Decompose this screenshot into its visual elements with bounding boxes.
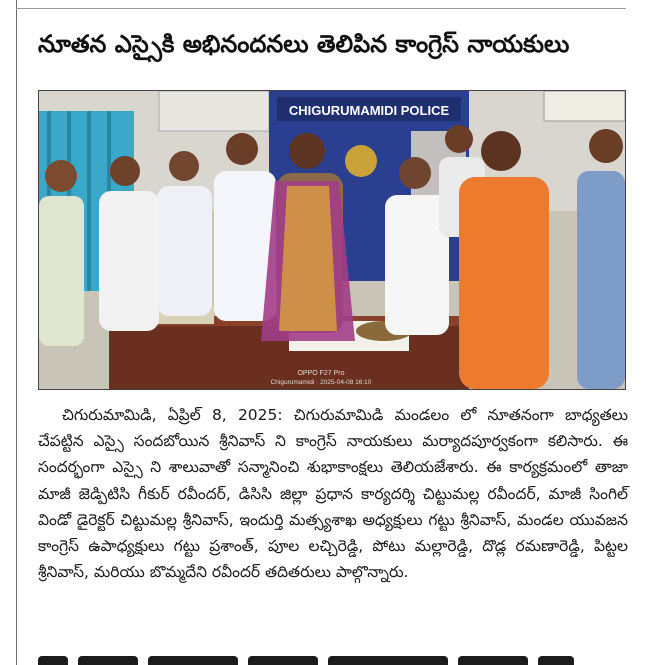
article-body: చిగురుమామిడి, ఏప్రిల్ 8, 2025: చిగురుమామిడి మండలం లో నూతనంగా బాధ్యతలు చేపట్టిన ఎస్సై సందబోయిన శ్రీనివాస్ ని కాంగ్రెస్ నాయకులు మర్యాదపూర్వకంగా కలిసారు. ఈ సందర్భంగా ఎస్సై ని శాలువాతో సన్మానించి శుభాకాంక్షలు తెలియజేశారు. ఈ కార్యక్రమంలో తాజా మాజీ జెడ్పిటిసి గీకుర్ రవీందర్, డిసిసి జిల్లా ప్రధాన కార్యదర్శి చిట్టుమల్ల రవీందర్, మాజీ సింగిల్ విండో డైరెక్టర్ చిట్టుమల్ల శ్రీనివాస్, ఇందుర్తి మత్స్యశాఖ అధ్యక్షులు గట్టు శ్రీనివాస్, మండల యువజన కాంగ్రెస్ ఉపాధ్యక్షులు గట్టు ప్రశాంత్, పూల లచ్చిరెడ్డి, పోటు మల్లారెడ్డి, దొడ్ల రమణారెడ్డి, పిట్టల శ్రీనివాస్, మరియు బొమ్మదేని రవీందర్ తదితరులు పాల్గొన్నారు. [38, 406, 628, 582]
police-sign-text: CHIGURUMAMIDI POLICE [288, 103, 450, 118]
photo-watermark-model: OPPO F27 Pro [297, 370, 345, 377]
column-rule [16, 0, 17, 665]
article-headline: నూతన ఎస్సైకి అభినందనలు తెలిపిన కాంగ్రెస్ నాయకులు [38, 30, 570, 58]
next-article-headline-cutoff [38, 650, 628, 665]
photo-watermark-meta: Chigurumamidi · 2025-04-08 16:10 [270, 379, 372, 386]
article-photo [38, 90, 626, 390]
top-rule [16, 8, 626, 9]
article-body-block [38, 402, 628, 585]
